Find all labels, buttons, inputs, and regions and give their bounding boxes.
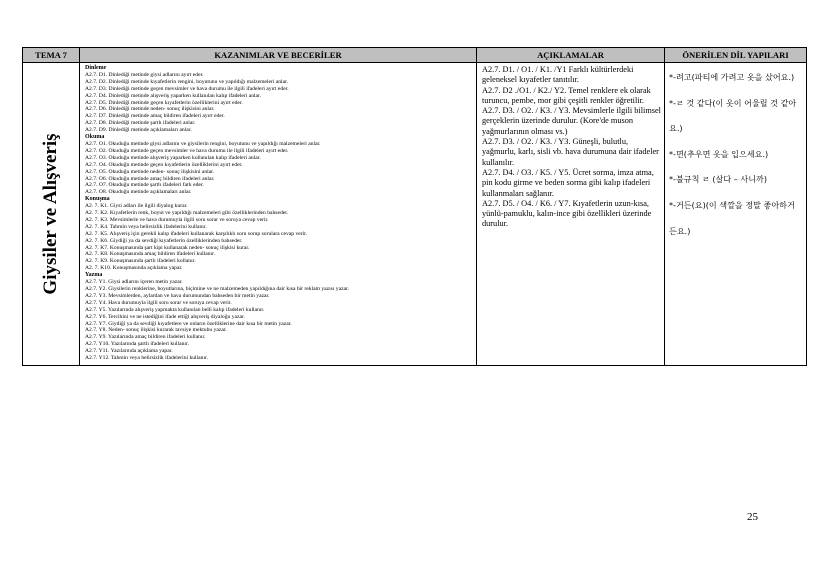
objective-item: A2.7. D8. Dinlediği metinde şartlı ifadeleri anlar.: [85, 120, 196, 127]
objective-item: A2. 7. K7. Konuşmasında şart kipi kullanarak neden- sonuç ilişkisi kurar.: [85, 244, 250, 251]
header-onerilen: ÖNERİLEN DİL YAPILARI: [665, 48, 807, 63]
aciklamalar-cell: [477, 63, 665, 366]
objective-item: A2.7. O3. Okuduğu metinde alışveriş yaparken kullanılan kalıp ifadeleri anlar.: [85, 154, 261, 161]
kazanimlar-cell: [80, 63, 477, 366]
explanation-paragraph: A2.7. D5. / O4. / K6. / Y7. Kıyafetlerin uzun-kısa, yünlü-pamuklu, kalın-ince gibi özellikleri üzerinde durulur.: [482, 198, 652, 229]
objective-item: A2.7. D5. Dinlediği metinde geçen kıyafetlerin özelliklerini ayırt eder.: [85, 99, 243, 106]
theme-cell: [23, 63, 80, 366]
header-aciklamalar: AÇIKLAMALAR: [477, 48, 665, 63]
curriculum-table: [22, 47, 807, 366]
objective-item: A2.7. D1. Dinlediği metinde giysi adlarını ayırt eder.: [85, 71, 204, 78]
section-title: Konuşma: [85, 196, 110, 203]
explanation-paragraph: A2.7. D3. / O2. / K3. / Y3. Güneşli, bulutlu, yağmurlu, karlı, sisli vb. hava durumuna dair ifadeler kullanılır.: [482, 137, 659, 167]
objective-item: A2.7. Y1. Giysi adlarını içeren metin yazar.: [85, 279, 183, 286]
language-structure-item: *-불규칙 ㄹ (살다 – 사니까): [669, 174, 767, 185]
objective-item: A2.7. D4. Dinlediği metinde alışveriş yaparken kullanılan kalıp ifadeleri anlar.: [85, 92, 261, 99]
objective-item: A2.7. Y5. Yazılarında alışveriş yapmakta kullanılan belli kalıp ifadeleri kullanır.: [85, 306, 265, 313]
objective-item: A2. 7. K3. Mevsimlerle ve hava durumuyla ilgili soru sorar ve soruya cevap verir.: [85, 216, 269, 223]
objective-item: A2.7. D7. Dinlediği metinde amaç bildiren ifadeleri ayırt eder.: [85, 113, 225, 120]
objective-item: A2.7. Y4. Hava durumuyla ilgili soru sorar ve soruya cevap verir.: [85, 299, 232, 306]
section-title: Yazma: [85, 272, 103, 279]
objective-item: A2.7. Y11. Yazılarında açıklama yapar.: [85, 348, 173, 355]
objective-item: A2. 7. K9. Konuşmasında şartlı ifadeleri kullanır.: [85, 258, 196, 265]
objective-item: A2.7. O6. Okuduğu metinde amaç bildiren ifadeleri anlar.: [85, 175, 215, 182]
objective-item: A2. 7. K2. Kıyafetlerin renk, boyut ve yapıldığı malzemeleri gibi özelliklerinden bahseder.: [85, 210, 289, 217]
table-header-row: [23, 48, 807, 63]
objective-item: A2. 7. K10. Konuşmasında açıklama yapar.: [85, 265, 183, 272]
objective-item: A2.7. Y2. Giysilerin renklerine, boyutlarına, biçimine ve ne malzemeden yapıldığına dair kısa bir reklam yazısı yazar.: [85, 286, 350, 292]
objective-item: A2. 7. K1. Giysi adları ile ilgili diyalog kurar.: [85, 203, 188, 210]
objective-item: A2. 7. K5. Alışveriş için gerekli kalıp ifadeleri kullanarak karşılıklı soru sorup sorulara cevap verir.: [85, 230, 308, 237]
objective-item: A2.7. D9. Dinlediği metinde açıklamaları anlar.: [85, 127, 192, 134]
table-body-row: [23, 63, 807, 366]
objective-item: A2.7. D2. Dinlediği metinde kıyafetlerin rengini, boyutunu ve yapıldığı malzemeleri anlar.: [85, 78, 289, 85]
onerilen-cell: [665, 63, 807, 366]
objective-item: A2.7. Y3. Mevsimlerden, aylardan ve hava durumundan bahseden bir metin yazar.: [85, 292, 270, 299]
header-kazanimlar: KAZANIMLAR VE BECERİLER: [80, 48, 477, 63]
section-title: Okuma: [85, 134, 105, 141]
explanation-paragraph: A2.7. D3. / O2. / K3. / Y3. Mevsimlerle ilgili bilimsel gerçeklerin üzerinde durulur. (Kore'de muson yağmurlarının olması vs.): [482, 106, 661, 136]
theme-title: Giysiler ve Alışveriş: [40, 133, 61, 295]
objective-item: A2.7. Y8. Neden- sonuç ilişkisi kurarak tavsiye mektubu yazar.: [85, 327, 227, 334]
objective-item: A2.7. O8. Okuduğu metinde açıklamaları anlar.: [85, 189, 192, 196]
objective-item: A2.7. Y7. Giydiği ya da sevdiği kıyafetlere ve onların özelliklerine dair kısa bir metin yazar.: [85, 320, 292, 327]
language-structure-item: *-려고(파티에 가려고 옷을 샀어요.): [669, 72, 795, 82]
objective-item: A2.7. O1. Okuduğu metinde giysi adlarını ve giysilerin rengini, boyutunu ve yapıldığı malzemeleri anlar.: [85, 140, 321, 147]
language-structure-item: *-거든(요)(이 색깔을 정말 좋아하거든요.): [669, 199, 795, 236]
language-structure-item: *-ㄹ 것 같다(이 옷이 어울릴 것 같아요.): [669, 97, 797, 134]
explanation-paragraph: A2.7. D1. / O1. / K1. /Y1 Farklı kültürlerdeki geleneksel kıyafetler tanıtılır.: [482, 65, 634, 85]
section-title: Dinleme: [85, 65, 107, 71]
objective-item: A2.7. O4. Okuduğu metinde geçen kıyafetlerin özelliklerini ayırt eder.: [85, 161, 243, 168]
objective-item: A2.7. O7. Okuduğu metinde şartlı ifadeleri fark eder.: [85, 182, 204, 189]
page-number: 25: [747, 511, 758, 523]
objective-item: A2.7. Y12. Tahmin veya belirsizlik ifadelerini kullanır.: [85, 355, 208, 362]
objective-item: A2.7. D6. Dinlediği metinde neden- sonuç ilişkisini anlar.: [85, 106, 215, 113]
explanation-paragraph: A2.7. D4. / O3. / K5. / Y5. Ücret sorma, imza atma, pin kodu girme ve beden sorma gibi kalıp ifadeleri kullanmaları sağlanır.: [482, 167, 654, 198]
objective-item: A2.7. O5. Okuduğu metinde neden- sonuç ilişkisini anlar.: [85, 168, 215, 175]
objective-item: A2. 7. K6. Giydiği ya da sevdiği kıyafetlerin özelliklerinden bahseder.: [85, 237, 243, 244]
objective-item: A2.7. Y10. Yazılarında şartlı ifadeleri kullanır.: [85, 341, 189, 348]
objective-item: A2. 7. K4. Tahmin veya belirsizlik ifadelerini kullanır.: [85, 223, 207, 230]
explanation-paragraph: A2.7. D2 ./O1. / K2./ Y2. Temel renklere ek olarak turuncu, pembe, mor gibi çeşitli renkler öğretilir.: [482, 85, 651, 105]
objective-item: A2.7. D3. Dinlediği metinde geçen mevsimler ve hava durumu ile ilgili ifadeleri ayırt eder.: [85, 85, 289, 92]
header-tema: TEMA 7: [23, 48, 80, 63]
objective-item: A2.7. Y6. Tercihini ve ne istediğini ifade ettiği alışveriş diyaloğu yazar.: [85, 313, 245, 320]
objective-item: A2. 7. K8. Konuşmasında amaç bildiren ifadeleri kullanır.: [85, 251, 216, 258]
objective-item: A2.7. Y9. Yazılarında amaç bildiren ifadeleri kullanır.: [85, 334, 206, 341]
language-structure-item: *-면(추우면 옷을 입으세요.): [669, 148, 769, 159]
objective-item: A2.7. O2. Okuduğu metinde geçen mevsimler ve hava durumu ile ilgili ifadeleri ayırt eder.: [85, 147, 289, 154]
